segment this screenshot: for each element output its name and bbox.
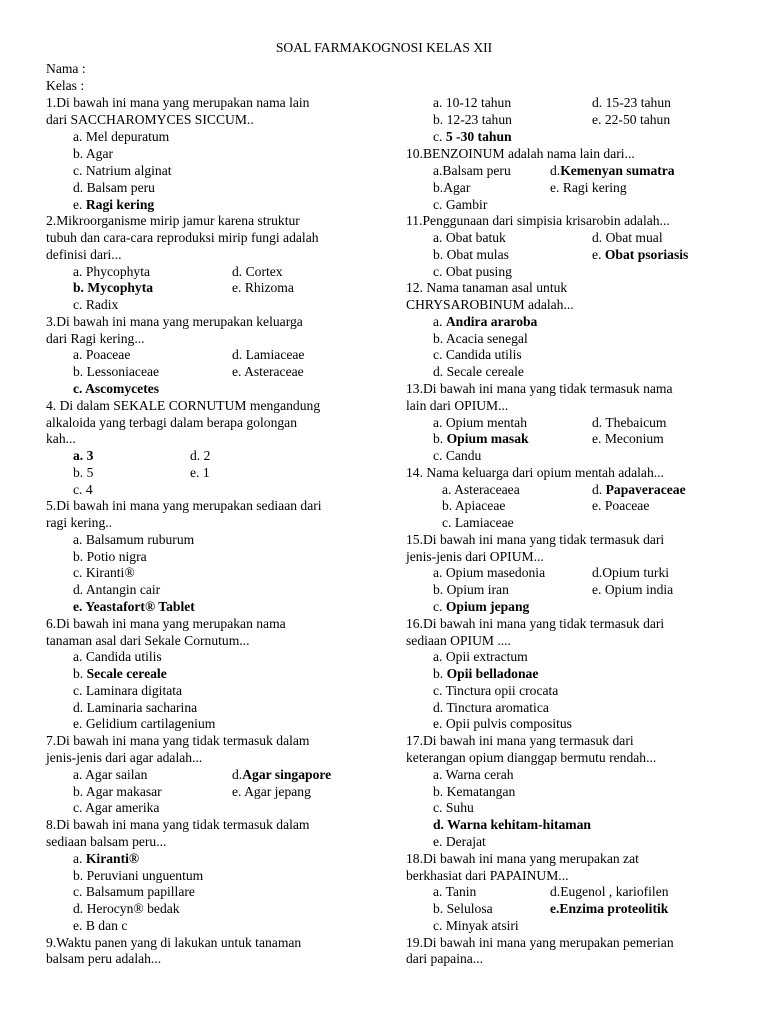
q4-option-d: d. 2 [190, 448, 211, 463]
q13-option-d: d. Thebaicum [592, 415, 667, 430]
q11-option-b: b. Obat mulas [433, 247, 509, 262]
q14-option-c: c. Lamiaceae [442, 515, 514, 530]
q5-option-c: c. Kiranti® [73, 565, 135, 580]
question-5-line-2: ragi kering.. [46, 515, 113, 530]
q8-answer: Kiranti® [85, 851, 140, 866]
q11-option-c: c. Obat pusing [433, 264, 512, 279]
q17-option-b: b. Kematangan [433, 784, 516, 799]
q6-option-e: e. Gelidium cartilagenium [73, 716, 216, 731]
q13-option-b [433, 430, 529, 447]
q7-option-e: e. Agar jepang [232, 784, 311, 799]
q7-option-c: c. Agar amerika [73, 800, 160, 815]
q18-option-b: b. Selulosa [433, 901, 493, 916]
q10-option-b: b.Agar [433, 180, 471, 195]
q14-option-b: b. Apiaceae [442, 498, 506, 513]
q5-option-b: b. Potio nigra [73, 549, 147, 564]
q12-option-c: c. Candida utilis [433, 347, 522, 362]
q6-answer: Secale cereale [86, 666, 167, 681]
q16-option-b-letter: b. [433, 666, 447, 681]
question-3-line-1: 3.Di bawah ini mana yang merupakan keluarga [46, 314, 303, 329]
q7-option-a: a. Agar sailan [73, 767, 148, 782]
q2-option-b-answer: b. Mycophyta [73, 280, 154, 295]
q16-option-a: a. Opii extractum [433, 649, 528, 664]
question-2-line-1: 2.Mikroorganisme mirip jamur karena struktur [46, 213, 300, 228]
question-15-line-2: jenis-jenis dari OPIUM... [406, 549, 544, 564]
question-17-line-1: 17.Di bawah ini mana yang termasuk dari [406, 733, 634, 748]
question-8-line-2: sediaan balsam peru... [46, 834, 167, 849]
q3-option-e: e. Asteraceae [232, 364, 304, 379]
q9-option-c [433, 128, 512, 145]
q1-option-e-letter: e. [73, 197, 86, 212]
q6-option-b [73, 665, 167, 682]
q2-option-c: c. Radix [73, 297, 119, 312]
question-13-line-2: lain dari OPIUM... [406, 398, 509, 413]
question-7-line-1: 7.Di bawah ini mana yang tidak termasuk dalam [46, 733, 310, 748]
question-1-line-1: 1.Di bawah ini mana yang merupakan nama lain [46, 95, 310, 110]
q4-option-e: e. 1 [190, 465, 210, 480]
question-4-line-3: kah... [46, 431, 76, 446]
q12-option-a [433, 313, 537, 330]
q15-option-b: b. Opium iran [433, 582, 509, 597]
q1-option-e [73, 196, 154, 213]
question-13-line-1: 13.Di bawah ini mana yang tidak termasuk nama [406, 381, 673, 396]
q2-option-d: d. Cortex [232, 264, 283, 279]
page-title: SOAL FARMAKOGNOSI KELAS XII [275, 40, 493, 55]
q5-option-d: d. Antangin cair [73, 582, 161, 597]
question-16-line-1: 16.Di bawah ini mana yang tidak termasuk dari [406, 616, 665, 631]
question-15-line-1: 15.Di bawah ini mana yang tidak termasuk dari [406, 532, 665, 547]
q6-option-d: d. Laminaria sacharina [73, 700, 198, 715]
q12-option-d: d. Secale cereale [433, 364, 524, 379]
q15-option-c [433, 598, 529, 615]
question-7-line-2: jenis-jenis dari agar adalah... [46, 750, 203, 765]
q15-answer: Opium jepang [445, 599, 530, 614]
question-4-line-2: alkaloida yang terbagi dalam berapa golongan [46, 415, 298, 430]
question-9-line-1: 9.Waktu panen yang di lakukan untuk tanaman [46, 935, 302, 950]
q14-option-e: e. Poaceae [592, 498, 650, 513]
q1-option-b: b. Agar [73, 146, 114, 161]
q8-option-e: e. B dan c [73, 918, 128, 933]
q12-option-b: b. Acacia senegal [433, 331, 528, 346]
q8-option-d: d. Herocyn® bedak [73, 901, 180, 916]
q10-option-c: c. Gambir [433, 197, 488, 212]
question-2-line-2: tubuh dan cara-cara reproduksi mirip fungi adalah [46, 230, 319, 245]
q1-option-d: d. Balsam peru [73, 180, 155, 195]
q18-option-d: d.Eugenol , kariofilen [550, 884, 669, 899]
q11-answer: Obat psoriasis [604, 247, 689, 262]
question-12-line-1: 12. Nama tanaman asal untuk [406, 280, 568, 295]
q18-option-e-answer: e.Enzima proteolitik [550, 901, 669, 916]
q14-answer: Papaveraceae [605, 482, 686, 497]
question-18-line-1: 18.Di bawah ini mana yang merupakan zat [406, 851, 639, 866]
question-11-line-1: 11.Penggunaan dari simpisia krisarobin adalah... [406, 213, 670, 228]
q18-option-c: c. Minyak atsiri [433, 918, 519, 933]
question-5-line-1: 5.Di bawah ini mana yang merupakan sediaan dari [46, 498, 322, 513]
q11-option-e-letter: e. [592, 247, 605, 262]
q8-option-c: c. Balsamum papillare [73, 884, 195, 899]
question-12-line-2: CHRYSAROBINUM adalah... [406, 297, 574, 312]
q10-option-a: a.Balsam peru [433, 163, 511, 178]
question-3-line-2: dari Ragi kering... [46, 331, 145, 346]
question-4-line-1: 4. Di dalam SEKALE CORNUTUM mengandung [46, 398, 321, 413]
q10-option-d [550, 162, 675, 179]
q12-option-a-letter: a. [433, 314, 446, 329]
q4-option-b: b. 5 [73, 465, 94, 480]
q6-option-b-letter: b. [73, 666, 87, 681]
q8-option-a [73, 850, 139, 867]
q18-option-a: a. Tanin [433, 884, 477, 899]
q6-option-c: c. Laminara digitata [73, 683, 183, 698]
question-19-line-1: 19.Di bawah ini mana yang merupakan pemerian [406, 935, 674, 950]
q10-option-e: e. Ragi kering [550, 180, 627, 195]
question-6-line-1: 6.Di bawah ini mana yang merupakan nama [46, 616, 286, 631]
question-10-line-1: 10.BENZOINUM adalah nama lain dari... [406, 146, 635, 161]
q15-option-d: d.Opium turki [592, 565, 670, 580]
q13-answer: Opium masak [446, 431, 529, 446]
q11-option-d: d. Obat mual [592, 230, 663, 245]
q16-option-d: d. Tinctura aromatica [433, 700, 549, 715]
q13-option-b-letter: b. [433, 431, 447, 446]
q4-option-a-answer: a. 3 [73, 448, 94, 463]
q14-option-a: a. Asteraceaea [442, 482, 520, 497]
q3-option-c-answer: c. Ascomycetes [73, 381, 160, 396]
q7-option-b: b. Agar makasar [73, 784, 162, 799]
q16-option-b [433, 665, 538, 682]
q15-option-a: a. Opium masedonia [433, 565, 546, 580]
q4-option-c: c. 4 [73, 482, 93, 497]
question-16-line-2: sediaan OPIUM .... [406, 633, 511, 648]
q15-option-c-letter: c. [433, 599, 446, 614]
q16-answer: Opii belladonae [446, 666, 539, 681]
q3-option-b: b. Lessoniaceae [73, 364, 160, 379]
q9-option-e: e. 22-50 tahun [592, 112, 671, 127]
q7-option-d-letter: d. [232, 767, 243, 782]
q9-option-c-letter: c. [433, 129, 446, 144]
q2-option-e: e. Rhizoma [232, 280, 294, 295]
q3-option-a: a. Poaceae [73, 347, 131, 362]
q5-option-e-answer: e. Yeastafort® Tablet [73, 599, 195, 614]
q2-option-a: a. Phycophyta [73, 264, 151, 279]
q9-answer: 5 -30 tahun [445, 129, 512, 144]
q1-answer: Ragi kering [85, 197, 155, 212]
q9-option-d: d. 15-23 tahun [592, 95, 671, 110]
q11-option-a: a. Obat batuk [433, 230, 506, 245]
question-14-line-1: 14. Nama keluarga dari opium mentah adalah... [406, 465, 664, 480]
nama-label: Nama : [46, 61, 86, 76]
question-6-line-2: tanaman asal dari Sekale Cornutum... [46, 633, 250, 648]
question-18-line-2: berkhasiat dari PAPAINUM... [406, 868, 569, 883]
q13-option-a: a. Opium mentah [433, 415, 528, 430]
question-1-line-2: dari SACCHAROMYCES SICCUM.. [46, 112, 254, 127]
q17-option-d-answer: d. Warna kehitam-hitaman [433, 817, 591, 832]
q17-option-c: c. Suhu [433, 800, 474, 815]
q8-option-b: b. Peruviani unguentum [73, 868, 204, 883]
q16-option-e: e. Opii pulvis compositus [433, 716, 572, 731]
q7-option-d [232, 766, 331, 783]
q12-answer: Andira araroba [445, 314, 538, 329]
q11-option-e [592, 246, 688, 263]
question-19-line-2: dari papaina... [406, 951, 483, 966]
q16-option-c: c. Tinctura opii crocata [433, 683, 559, 698]
q9-option-b: b. 12-23 tahun [433, 112, 512, 127]
q15-option-e: e. Opium india [592, 582, 674, 597]
kelas-label: Kelas : [46, 78, 85, 93]
q1-option-c: c. Natrium alginat [73, 163, 172, 178]
q17-option-a: a. Warna cerah [433, 767, 514, 782]
q6-option-a: a. Candida utilis [73, 649, 162, 664]
q13-option-c: c. Candu [433, 448, 482, 463]
question-9-line-2: balsam peru adalah... [46, 951, 162, 966]
q1-option-a: a. Mel depuratum [73, 129, 170, 144]
q9-option-a: a. 10-12 tahun [433, 95, 512, 110]
q8-option-a-letter: a. [73, 851, 86, 866]
q7-answer: Agar singapore [242, 767, 332, 782]
q10-answer: Kemenyan sumatra [560, 163, 675, 178]
q14-option-d-letter: d. [592, 482, 606, 497]
question-17-line-2: keterangan opium dianggap bermutu rendah... [406, 750, 657, 765]
q3-option-d: d. Lamiaceae [232, 347, 305, 362]
q14-option-d [592, 481, 686, 498]
q13-option-e: e. Meconium [592, 431, 664, 446]
question-8-line-1: 8.Di bawah ini mana yang tidak termasuk dalam [46, 817, 310, 832]
q17-option-e: e. Derajat [433, 834, 486, 849]
q10-option-d-letter: d. [550, 163, 561, 178]
q5-option-a: a. Balsamum ruburum [73, 532, 195, 547]
question-2-line-3: definisi dari... [46, 247, 122, 262]
